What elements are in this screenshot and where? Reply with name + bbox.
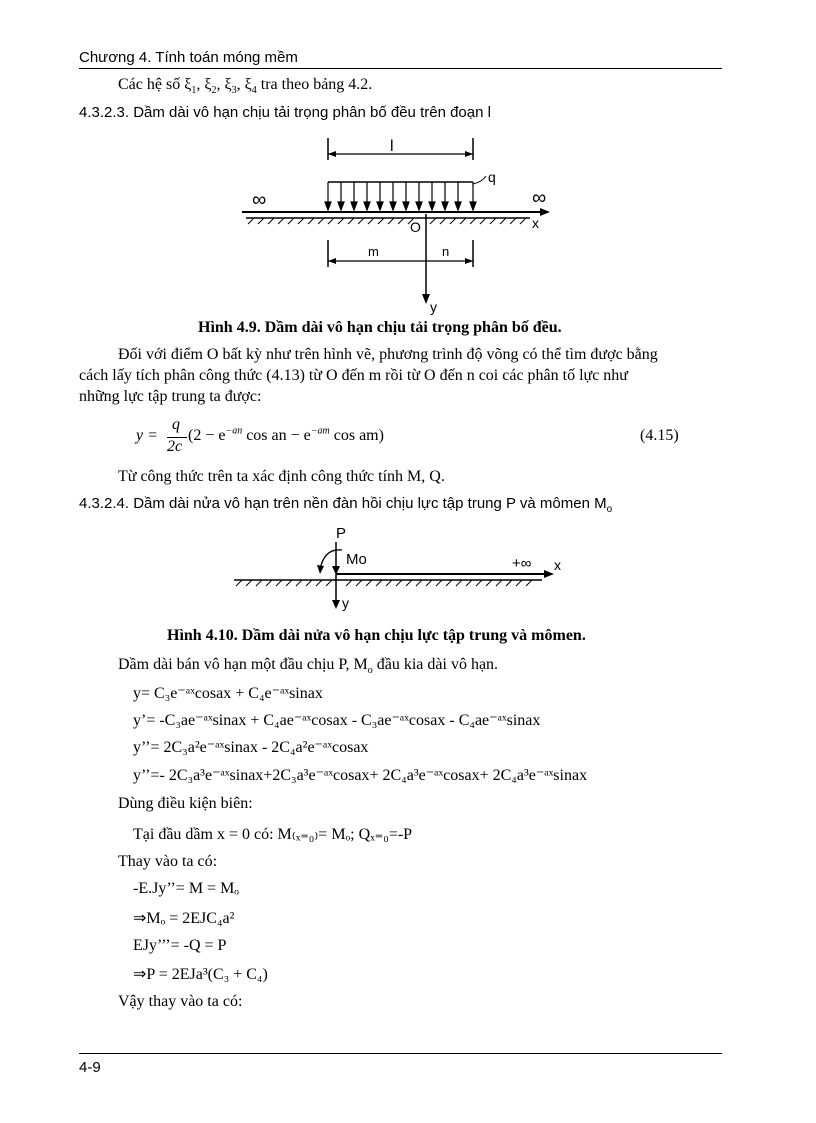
label-y: y	[430, 299, 437, 315]
paragraph-2: Từ công thức trên ta xác định công thức tính M, Q.	[118, 468, 445, 485]
q-leader	[473, 176, 486, 184]
equation-y-triple-prime: y’’=- 2C₃a³e⁻ᵃˣsinax+2C₃a³e⁻ᵃˣcosax+ 2C₄a³e⁻ᵃˣcosax+ 2C₄a³e⁻ᵃˣsinax	[133, 767, 588, 784]
ground-hatch	[248, 218, 526, 224]
figure-4-10-diagram	[232, 520, 577, 615]
equation-number-4-15: (4.15)	[640, 427, 679, 444]
paragraph-3: Dầm dài bán vô hạn một đầu chịu P, $M_o$ đầu kia dài vô hạn.	[118, 656, 499, 677]
equation-y-double-prime: y’’= 2C₃a²e⁻ᵃˣsinax - 2C₄a²e⁻ᵃˣcosax	[133, 739, 369, 756]
paragraph-1-line-3: những lực tập trung ta được:	[79, 388, 262, 405]
substitute-line: Thay vào ta có:	[118, 853, 218, 870]
figure-4-10-caption: Hình 4.10. Dầm dài nửa vô hạn chịu lực tập trung và mômen.	[167, 627, 586, 644]
boundary-intro: Dùng điều kiện biên:	[118, 795, 253, 812]
label-p: P	[336, 525, 347, 542]
boundary-eq-3: EJy’’’= -Q = P	[133, 937, 227, 954]
label-q: q	[488, 169, 496, 185]
coefficient-line: Các hệ số $\xi_1$, $\xi_2$, $\xi_3$, $\xi_4$ tra theo bảng 4.2.	[118, 76, 373, 97]
page-number: 4-9	[79, 1059, 101, 1076]
footer-rule	[79, 1053, 722, 1054]
boundary-eq-4: ⇒P = 2EJa³(C₃ + C₄)	[133, 966, 268, 983]
label-mo: Mo	[346, 551, 367, 568]
label-o: O	[410, 219, 421, 235]
label-y: y	[342, 595, 349, 611]
label-inf-right: ∞	[532, 187, 547, 209]
paragraph-1-line-1: Đối với điểm O bất kỳ như trên hình vẽ, phương trình độ võng có thể tìm được bằng	[118, 346, 658, 363]
label-m: m	[368, 244, 379, 259]
label-n: n	[442, 244, 450, 259]
distributed-load-arrows	[325, 182, 476, 210]
section-heading-4-3-2-3: 4.3.2.3. Dầm dài vô hạn chịu tải trọng phân bố đều trên đoạn l	[79, 104, 491, 121]
closing-line: Vậy thay vào ta có:	[118, 993, 243, 1010]
boundary-condition: Tại đầu dầm x = 0 có: M₍ₓ₌₀₎= Mₒ; Qₓ₌₀=-P	[133, 826, 413, 843]
label-l: l	[390, 138, 394, 155]
figure-4-9-caption: Hình 4.9. Dầm dài vô hạn chịu tải trọng phân bố đều.	[198, 319, 562, 336]
label-x: x	[532, 215, 539, 231]
equation-y-prime: y’= -C₃ae⁻ᵃˣsinax + C₄ae⁻ᵃˣcosax - C₃ae⁻ᵃˣcosax - C₄ae⁻ᵃˣsinax	[133, 712, 541, 729]
chapter-title: Chương 4. Tính toán móng mềm	[79, 49, 298, 66]
y-axis-arrow	[332, 600, 340, 609]
boundary-eq-1: -E.Jy’’= M = Mₒ	[133, 880, 239, 897]
label-plus-inf: +∞	[512, 555, 532, 572]
section-heading-4-3-2-4: 4.3.2.4. Dầm dài nửa vô hạn trên nền đàn hồi chịu lực tập trung P và mômen $M_o$	[79, 495, 613, 515]
figure-4-9-diagram	[230, 132, 570, 317]
x-axis-arrow	[544, 570, 554, 578]
equation-y: y= C₃e⁻ᵃˣcosax + C₄e⁻ᵃˣsinax	[133, 685, 323, 702]
label-inf-left: ∞	[252, 189, 267, 211]
paragraph-1-line-2: cách lấy tích phân công thức (4.13) từ O đến m rồi từ O đến n coi các phân tố lực như	[79, 367, 628, 384]
header-rule	[79, 68, 722, 69]
y-axis-arrow	[422, 294, 430, 304]
ground-hatch	[236, 580, 532, 586]
label-x: x	[554, 557, 561, 573]
x-axis-arrow	[540, 208, 550, 216]
boundary-eq-2: ⇒Mₒ = 2EJC₄a²	[133, 910, 235, 927]
moment-arrow	[317, 565, 324, 574]
